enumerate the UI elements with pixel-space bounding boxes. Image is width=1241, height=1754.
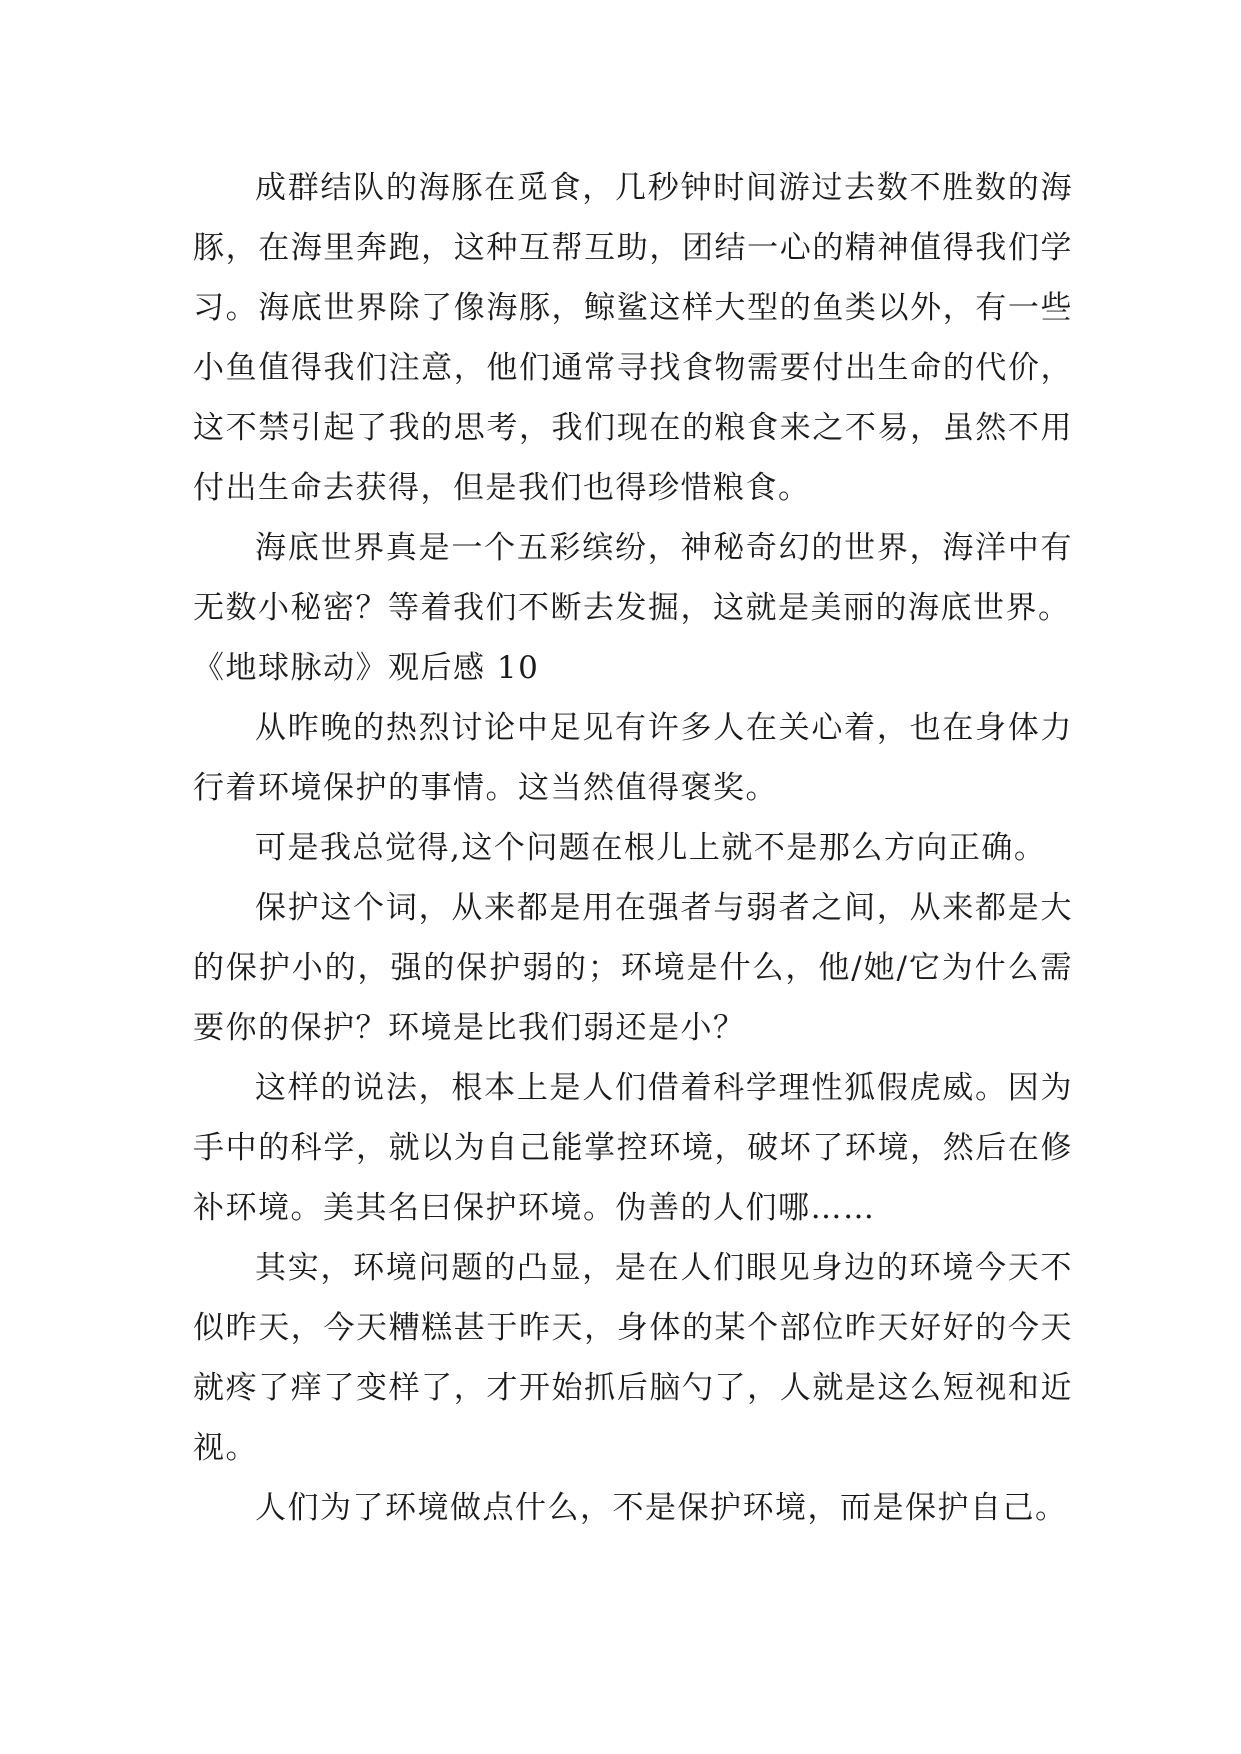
document-body: [193, 158, 1073, 1538]
paragraph-problems: 其实，环境问题的凸显，是在人们眼见身边的环境今天不似昨天，今天糟糕甚于昨天，身体的某个部位昨天好好的今天就疼了痒了变样了，才开始抓后脑勺了，人就是这么短视和近视。: [193, 1250, 1073, 1466]
paragraph-ocean-world: 海底世界真是一个五彩缤纷，神秘奇幻的世界，海洋中有无数小秘密？等着我们不断去发掘，这就是美丽的海底世界。: [193, 530, 1073, 626]
paragraph-discussion: 从昨晚的热烈讨论中足见有许多人在关心着，也在身体力行着环境保护的事情。这当然值得褒奖。: [193, 710, 1073, 806]
paragraph-science: 这样的说法，根本上是人们借着科学理性狐假虎威。因为手中的科学，就以为自己能掌控环境，破坏了环境，然后在修补环境。美其名曰保护环境。伪善的人们哪……: [193, 1070, 1073, 1226]
paragraph-protection-word: 保护这个词，从来都是用在强者与弱者之间，从来都是大的保护小的，强的保护弱的；环境是什么，他/她/它为什么需要你的保护？环境是比我们弱还是小？: [193, 890, 1073, 1046]
paragraph-dolphins: 成群结队的海豚在觅食，几秒钟时间游过去数不胜数的海豚，在海里奔跑，这种互帮互助，团结一心的精神值得我们学习。海底世界除了像海豚，鲸鲨这样大型的鱼类以外，有一些小鱼值得我们注意，他们通常寻找食物需要付出生命的代价，这不禁引起了我的思考，我们现在的粮食来之不易，虽然不用付出生命去获得，但是我们也得珍惜粮食。: [193, 170, 1073, 506]
section-heading: 《地球脉动》观后感 10: [193, 650, 540, 686]
paragraph-conclusion: 人们为了环境做点什么，不是保护环境，而是保护自己。: [255, 1490, 1068, 1526]
paragraph-direction: 可是我总觉得,这个问题在根儿上就不是那么方向正确。: [255, 830, 1047, 866]
